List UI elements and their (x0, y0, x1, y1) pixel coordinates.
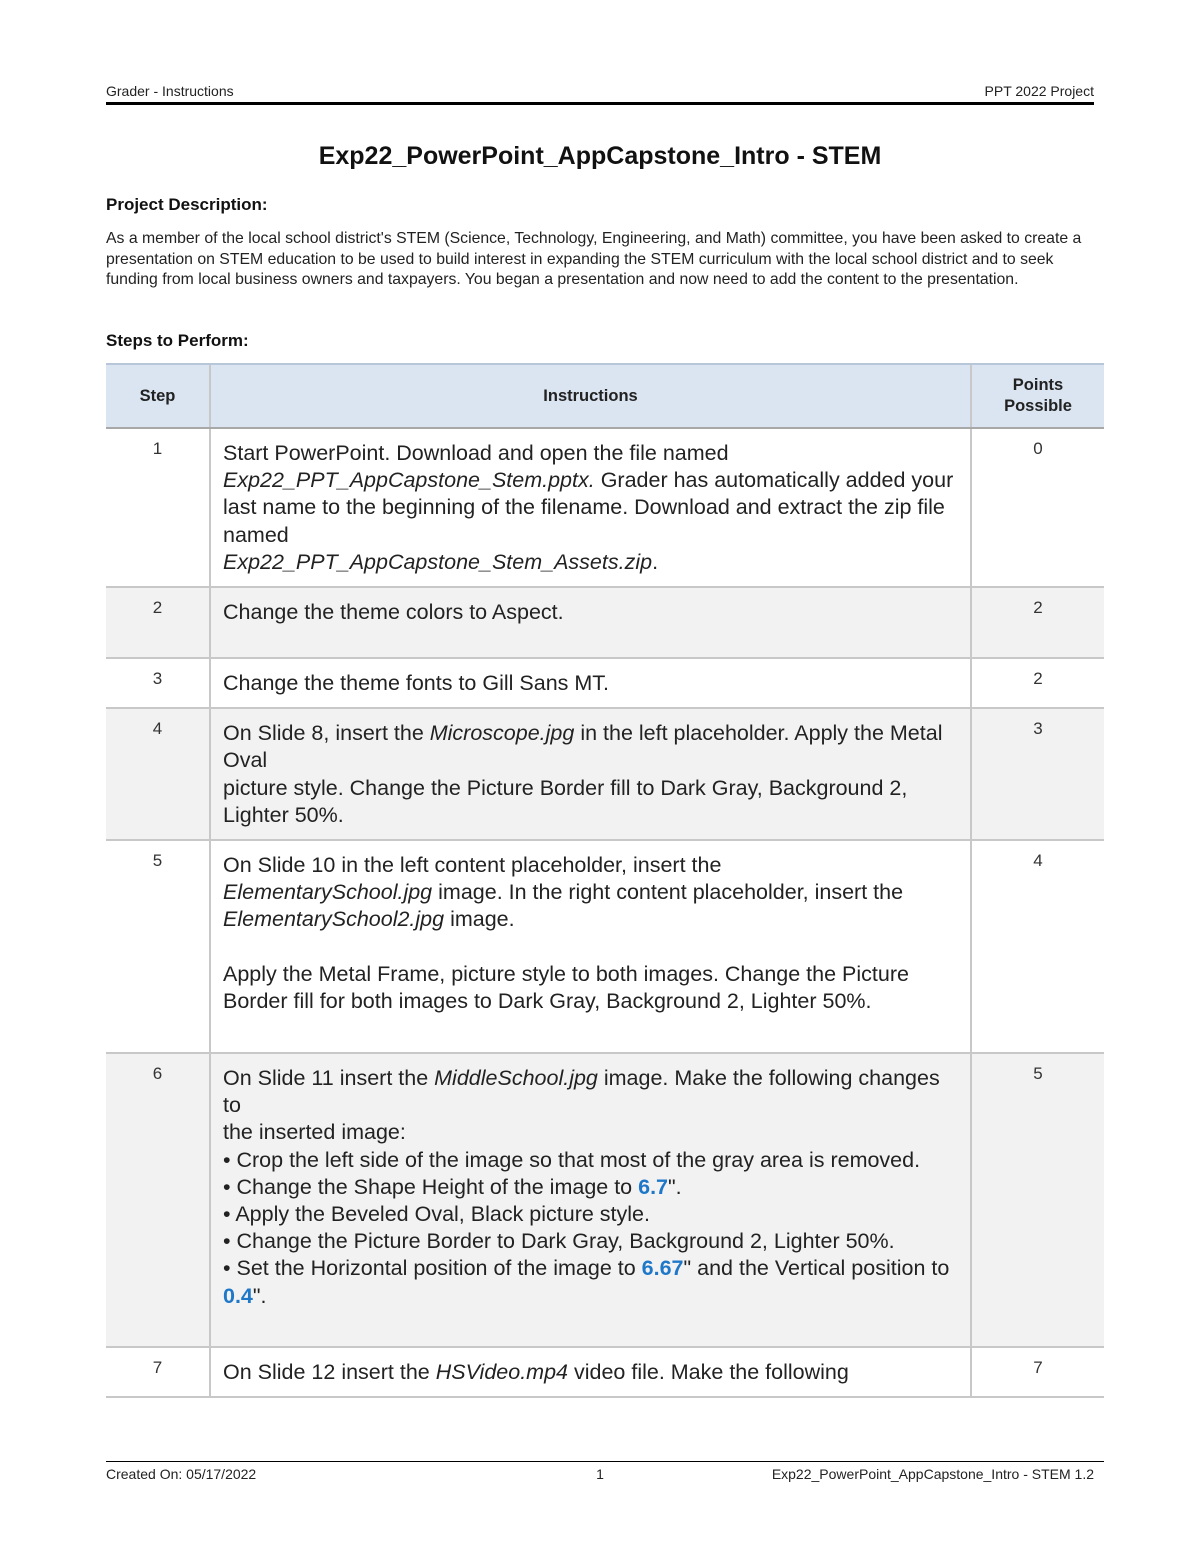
step-number: 2 (106, 587, 210, 658)
step-instructions: Change the theme fonts to Gill Sans MT. (210, 658, 971, 708)
step-instructions (210, 1053, 971, 1347)
step-filename: MiddleSchool.jpg (434, 1066, 598, 1091)
column-header-points (971, 364, 1104, 428)
table-header-row (106, 364, 1104, 428)
step-filename: ElementarySchool2.jpg (223, 907, 445, 932)
step-number: 4 (106, 708, 210, 840)
step-instructions (210, 840, 971, 1053)
table-row (106, 1347, 1104, 1397)
column-header-instructions: Instructions (210, 364, 971, 428)
step-text: video file. Make the following (568, 1360, 849, 1385)
page-header (106, 83, 1094, 103)
table-row (106, 428, 1104, 587)
step-instructions (210, 1347, 971, 1397)
step-number: 1 (106, 428, 210, 587)
step-text: picture style. Change the Picture Border fill to Dark Gray, Background 2, Lighter 50%. (223, 775, 908, 827)
step-filename: Exp22_PPT_AppCapstone_Stem.pptx. (223, 468, 595, 493)
step-bullet: • Apply the Beveled Oval, Black picture style. (223, 1202, 650, 1227)
step-text: the inserted image: (223, 1120, 406, 1145)
step-text: On Slide 10 in the left content placeholder, insert the (223, 853, 722, 878)
column-header-step: Step (106, 364, 210, 428)
step-text: On Slide 11 insert the (223, 1066, 435, 1091)
footer-document-name: Exp22_PowerPoint_AppCapstone_Intro - STEM 1.2 (771, 1466, 1094, 1482)
page-footer (106, 1466, 1094, 1486)
step-points: 4 (971, 840, 1104, 1053)
table-row (106, 658, 1104, 708)
table-row (106, 1053, 1104, 1347)
header-rule (106, 102, 1094, 105)
step-points: 3 (971, 708, 1104, 840)
step-points: 7 (971, 1347, 1104, 1397)
step-points: 2 (971, 587, 1104, 658)
footer-created-date: Created On: 05/17/2022 (106, 1466, 257, 1482)
description-heading: Project Description: (106, 195, 268, 214)
step-text: ". (668, 1174, 682, 1199)
step-text: Start PowerPoint. Download and open the file named (223, 441, 729, 465)
step-number: 5 (106, 840, 210, 1053)
step-instructions: Change the theme colors to Aspect. (210, 587, 971, 658)
points-header-line1: Points (1012, 376, 1064, 394)
step-text: image. In the right content placeholder, insert the (432, 880, 904, 905)
highlight-value: 6.67 (641, 1256, 684, 1281)
step-text: " and the Vertical position to (683, 1256, 950, 1281)
step-filename: Exp22_PPT_AppCapstone_Stem_Assets.zip (223, 549, 653, 574)
step-text: . (652, 549, 659, 574)
step-points: 2 (971, 658, 1104, 708)
step-text: in the left placeholder. Apply the Metal Oval (223, 721, 943, 773)
step-text: image. Make the following changes to (223, 1066, 940, 1118)
step-text: Apply the Metal Frame, picture style to both images. Change the Picture Border fill for both images to Dark Gray, Background 2, Lighter 50%. (223, 961, 909, 1014)
step-number: 3 (106, 658, 210, 708)
header-right: PPT 2022 Project (984, 83, 1094, 99)
steps-table (106, 363, 1104, 1398)
step-filename: ElementarySchool.jpg (223, 880, 433, 905)
step-instructions (210, 708, 971, 840)
page-title: Exp22_PowerPoint_AppCapstone_Intro - STEM (318, 142, 882, 170)
steps-heading: Steps to Perform: (106, 331, 249, 350)
step-filename: Microscope.jpg (429, 721, 575, 746)
highlight-value: 0.4 (223, 1283, 253, 1308)
step-text: ". (252, 1283, 267, 1308)
step-bullet: • Set the Horizontal position of the image to (223, 1256, 642, 1281)
step-instructions (210, 428, 971, 587)
step-text: On Slide 12 insert the (223, 1360, 436, 1385)
table-row (106, 708, 1104, 840)
step-filename: HSVideo.mp4 (435, 1360, 568, 1385)
points-header-line2: Possible (1004, 397, 1072, 415)
footer-page-number: 1 (596, 1466, 604, 1482)
table-row (106, 587, 1104, 658)
step-number: 6 (106, 1053, 210, 1347)
table-row (106, 840, 1104, 1053)
header-left: Grader - Instructions (106, 83, 234, 99)
footer-rule (106, 1461, 1104, 1462)
step-bullet: • Crop the left side of the image so that most of the gray area is removed. (223, 1147, 921, 1172)
step-bullet: • Change the Picture Border to Dark Gray, Background 2, Lighter 50%. (223, 1229, 895, 1254)
step-text: On Slide 8, insert the (223, 721, 430, 746)
step-points: 5 (971, 1053, 1104, 1347)
step-number: 7 (106, 1347, 210, 1397)
highlight-value: 6.7 (638, 1174, 669, 1199)
project-description: As a member of the local school district's STEM (Science, Technology, Engineering, and Math) committee, you have been asked to create a presentation on STEM education to be used to build interest in expanding the STEM curriculum with the local school district and to seek funding from local business owners and taxpayers. You began a presentation and now need to add the content to the presentation. (106, 230, 1082, 288)
step-text: image. (444, 907, 515, 932)
step-bullet: • Change the Shape Height of the image to (223, 1174, 639, 1199)
step-points: 0 (971, 428, 1104, 587)
step-text: Grader has automatically added your last name to the beginning of the filename. Download and extract the zip file named (223, 468, 954, 547)
